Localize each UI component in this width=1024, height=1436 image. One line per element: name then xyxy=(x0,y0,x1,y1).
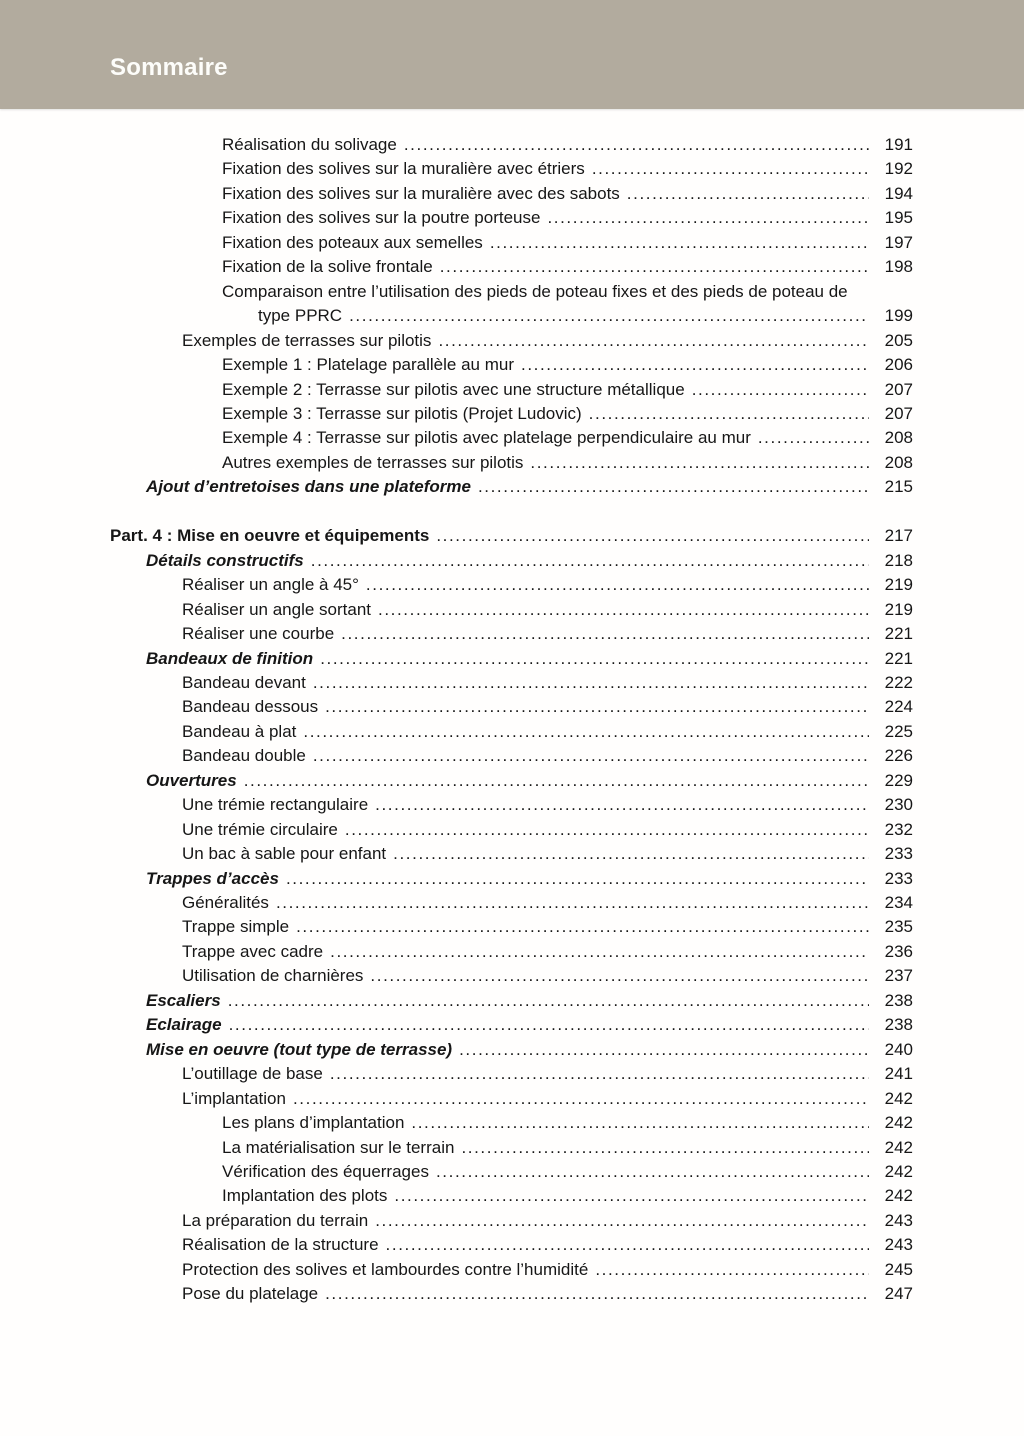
toc-entry xyxy=(110,989,913,1013)
toc-entry xyxy=(110,867,913,891)
dot-leader xyxy=(345,818,869,842)
toc-entry-page: 242 xyxy=(884,1186,913,1206)
toc-entry-page: 208 xyxy=(884,428,913,448)
toc-entry xyxy=(110,255,913,279)
toc-entry-page: 205 xyxy=(884,330,913,350)
toc-entry-label: Généralités xyxy=(182,893,269,913)
toc-entry-label: Escaliers xyxy=(146,990,221,1010)
toc-entry xyxy=(110,402,913,426)
dot-leader xyxy=(276,891,869,915)
dot-leader xyxy=(627,182,869,206)
toc-entry-page: 233 xyxy=(884,844,913,864)
toc-entry xyxy=(110,231,913,255)
dot-leader xyxy=(386,1233,869,1257)
dot-leader xyxy=(440,255,869,279)
toc-entry xyxy=(110,1184,913,1208)
dot-leader xyxy=(692,378,869,402)
toc-entry xyxy=(110,573,913,597)
toc-entry xyxy=(110,182,913,206)
toc-entry-page: 230 xyxy=(884,795,913,815)
toc-entry-page: 221 xyxy=(884,648,913,668)
toc-entry-page: 208 xyxy=(884,452,913,472)
dot-leader xyxy=(411,1111,869,1135)
toc-entry-label: Exemples de terrasses sur pilotis xyxy=(182,330,432,350)
toc-entry xyxy=(110,1136,913,1160)
toc-entry-page: 219 xyxy=(884,599,913,619)
toc-entry xyxy=(110,378,913,402)
dot-leader xyxy=(461,1136,869,1160)
dot-leader xyxy=(490,231,869,255)
dot-leader xyxy=(313,744,869,768)
toc-entry-label: Exemple 3 : Terrasse sur pilotis (Projet Ludovic) xyxy=(222,403,582,423)
toc-entry-page: 234 xyxy=(884,893,913,913)
toc-entry-label: Exemple 2 : Terrasse sur pilotis avec une structure métallique xyxy=(222,379,685,399)
table-of-contents xyxy=(0,109,1024,1307)
toc-entry-label: Ajout d’entretoises dans une plateforme xyxy=(146,477,471,497)
toc-entry-label: Ouvertures xyxy=(146,770,237,790)
dot-leader xyxy=(370,964,869,988)
toc-entry-label: Bandeau double xyxy=(182,746,306,766)
toc-entry-page: 206 xyxy=(884,355,913,375)
toc-entry-page: 215 xyxy=(884,477,913,497)
toc-entry-page: 236 xyxy=(884,941,913,961)
dot-leader xyxy=(286,867,869,891)
toc-entry-page: 243 xyxy=(884,1235,913,1255)
dot-leader xyxy=(378,598,869,622)
toc-entry xyxy=(110,1087,913,1111)
toc-entry xyxy=(110,524,913,548)
toc-entry-label: Exemple 1 : Platelage parallèle au mur xyxy=(222,355,514,375)
toc-entry-label: Réalisation de la structure xyxy=(182,1235,379,1255)
toc-entry xyxy=(110,744,913,768)
toc-entry-page: 237 xyxy=(884,966,913,986)
toc-entry-label: Fixation des solives sur la muralière avec des sabots xyxy=(222,183,620,203)
toc-entry-page: 194 xyxy=(884,183,913,203)
toc-entry-page: 232 xyxy=(884,819,913,839)
dot-leader xyxy=(592,157,869,181)
toc-entry-label: Un bac à sable pour enfant xyxy=(182,844,387,864)
toc-entry xyxy=(110,157,913,181)
toc-entry xyxy=(110,206,913,230)
toc-entry-page: 221 xyxy=(884,624,913,644)
toc-entry-label: Comparaison entre l’utilisation des pieds de poteau fixes et des pieds de poteau de xyxy=(222,281,848,301)
toc-entry xyxy=(110,549,913,573)
toc-entry-label: Réaliser un angle à 45° xyxy=(182,575,359,595)
toc-entry-page: 241 xyxy=(884,1064,913,1084)
toc-entry-label: Fixation des solives sur la muralière avec étriers xyxy=(222,159,585,179)
toc-entry-label: Pose du platelage xyxy=(182,1284,319,1304)
dot-leader xyxy=(330,940,869,964)
toc-entry xyxy=(110,1038,913,1062)
toc-entry-label: L’implantation xyxy=(182,1088,286,1108)
toc-entry-label: Bandeau dessous xyxy=(182,697,319,717)
dot-leader xyxy=(229,1013,869,1037)
toc-entry-page: 192 xyxy=(884,159,913,179)
toc-entry-page: 238 xyxy=(884,990,913,1010)
toc-entry xyxy=(110,842,913,866)
toc-entry xyxy=(110,1111,913,1135)
toc-entry xyxy=(110,598,913,622)
toc-entry-label: Réaliser une courbe xyxy=(182,624,335,644)
toc-entry-page: 233 xyxy=(884,868,913,888)
dot-leader xyxy=(228,989,869,1013)
toc-entry-label: Fixation des solives sur la poutre porteuse xyxy=(222,208,541,228)
toc-entry-page: 199 xyxy=(884,306,913,326)
toc-entry xyxy=(110,475,913,499)
toc-entry xyxy=(110,133,913,157)
toc-entry xyxy=(110,915,913,939)
toc-entry xyxy=(110,353,913,377)
dot-leader xyxy=(313,671,869,695)
toc-entry xyxy=(110,891,913,915)
page-header-band xyxy=(0,0,1024,109)
toc-entry xyxy=(110,426,913,450)
dot-leader xyxy=(589,402,869,426)
toc-entry xyxy=(110,1282,913,1306)
toc-entry-label: Réalisation du solivage xyxy=(222,135,397,154)
toc-entry-page: 229 xyxy=(884,770,913,790)
toc-entry-page: 242 xyxy=(884,1088,913,1108)
toc-entry xyxy=(110,818,913,842)
toc-entry xyxy=(110,304,913,328)
dot-leader xyxy=(325,695,869,719)
toc-entry-label: Une trémie rectangulaire xyxy=(182,795,369,815)
toc-entry-page: 217 xyxy=(884,526,913,546)
dot-leader xyxy=(330,1062,869,1086)
toc-entry-label: Protection des solives et lambourdes contre l’humidité xyxy=(182,1259,589,1279)
dot-leader xyxy=(758,426,869,450)
toc-entry-page: 243 xyxy=(884,1210,913,1230)
dot-leader xyxy=(349,304,869,328)
dot-leader xyxy=(341,622,869,646)
toc-entry-label: Bandeau devant xyxy=(182,672,306,692)
toc-entry-label: Réaliser un angle sortant xyxy=(182,599,372,619)
toc-entry-page: 207 xyxy=(884,403,913,423)
toc-entry xyxy=(110,940,913,964)
dot-leader xyxy=(521,353,869,377)
dot-leader xyxy=(325,1282,869,1306)
dot-leader xyxy=(436,1160,869,1184)
toc-entry-page: 197 xyxy=(884,232,913,252)
toc-entry xyxy=(110,793,913,817)
toc-entry-page: 224 xyxy=(884,697,913,717)
toc-entry xyxy=(110,720,913,744)
toc-entry-page: 242 xyxy=(884,1113,913,1133)
toc-entry-label: Exemple 4 : Terrasse sur pilotis avec platelage perpendiculaire au mur xyxy=(222,428,751,448)
toc-entry xyxy=(110,671,913,695)
toc-entry-page: 242 xyxy=(884,1162,913,1182)
toc-entry-label: Trappe simple xyxy=(182,917,290,937)
dot-leader xyxy=(293,1087,869,1111)
toc-entry-page: 222 xyxy=(884,672,913,692)
toc-entry xyxy=(110,329,913,353)
toc-entry-page: 240 xyxy=(884,1039,913,1059)
toc-entry-label: Une trémie circulaire xyxy=(182,819,338,839)
toc-entry xyxy=(110,964,913,988)
toc-entry-label: La matérialisation sur le terrain xyxy=(222,1137,455,1157)
toc-entry xyxy=(110,451,913,475)
dot-leader xyxy=(296,915,869,939)
toc-entry-label: Mise en oeuvre (tout type de terrasse) xyxy=(146,1039,453,1059)
toc-entry xyxy=(110,769,913,793)
toc-entry xyxy=(110,1209,913,1233)
toc-entry-label: Implantation des plots xyxy=(222,1186,388,1206)
dot-leader xyxy=(478,475,869,499)
dot-leader xyxy=(244,769,869,793)
toc-entry-page: 191 xyxy=(884,135,913,154)
dot-leader xyxy=(303,720,869,744)
toc-entry-page: 247 xyxy=(884,1284,913,1304)
dot-leader xyxy=(547,206,869,230)
dot-leader xyxy=(438,329,869,353)
toc-entry-label: Autres exemples de terrasses sur pilotis xyxy=(222,452,524,472)
dot-leader xyxy=(404,133,869,157)
toc-entry-label: Fixation des poteaux aux semelles xyxy=(222,232,483,252)
toc-entry-label: Utilisation de charnières xyxy=(182,966,364,986)
toc-entry xyxy=(110,1062,913,1086)
toc-entry-label: Eclairage xyxy=(146,1015,222,1035)
toc-entry-label: Trappe avec cadre xyxy=(182,941,324,961)
toc-entry-label: type PPRC xyxy=(258,306,343,326)
toc-entry-page: 242 xyxy=(884,1137,913,1157)
toc-entry xyxy=(110,1233,913,1257)
toc-entry xyxy=(110,1160,913,1184)
toc-entry-label: Détails constructifs xyxy=(146,550,304,570)
toc-entry xyxy=(110,1258,913,1282)
toc-entry xyxy=(110,695,913,719)
toc-entry-label: La préparation du terrain xyxy=(182,1210,369,1230)
toc-entry-page: 245 xyxy=(884,1259,913,1279)
toc-entry xyxy=(110,622,913,646)
dot-leader xyxy=(436,524,869,548)
toc-entry-page: 238 xyxy=(884,1015,913,1035)
dot-leader xyxy=(393,842,869,866)
page-title: Sommaire xyxy=(110,53,228,81)
toc-entry-label: Vérification des équerrages xyxy=(222,1162,429,1182)
toc-entry-label: Part. 4 : Mise en oeuvre et équipements xyxy=(110,526,430,546)
dot-leader xyxy=(375,793,869,817)
toc-entry-label: Trappes d’accès xyxy=(146,868,279,888)
dot-leader xyxy=(375,1209,869,1233)
dot-leader xyxy=(595,1258,869,1282)
dot-leader xyxy=(311,549,869,573)
dot-leader xyxy=(366,573,869,597)
toc-entry-label: Bandeau à plat xyxy=(182,721,297,741)
toc-entry-page: 195 xyxy=(884,208,913,228)
toc-entry-page: 198 xyxy=(884,257,913,277)
toc-entry-label: Fixation de la solive frontale xyxy=(222,257,433,277)
toc-entry-label: Bandeaux de finition xyxy=(146,648,314,668)
toc-entry-page: 219 xyxy=(884,575,913,595)
toc-entry-page: 226 xyxy=(884,746,913,766)
toc-entry-page: 207 xyxy=(884,379,913,399)
toc-entry-page: 235 xyxy=(884,917,913,937)
dot-leader xyxy=(394,1184,869,1208)
toc-entry xyxy=(110,1013,913,1037)
toc-entry-page: 218 xyxy=(884,550,913,570)
toc-entry-label: L’outillage de base xyxy=(182,1064,323,1084)
toc-entry-label: Les plans d’implantation xyxy=(222,1113,405,1133)
toc-entry-page: 225 xyxy=(884,721,913,741)
toc-entry xyxy=(110,280,913,304)
dot-leader xyxy=(530,451,869,475)
toc-entry xyxy=(110,647,913,671)
dot-leader xyxy=(320,647,869,671)
dot-leader xyxy=(459,1038,869,1062)
